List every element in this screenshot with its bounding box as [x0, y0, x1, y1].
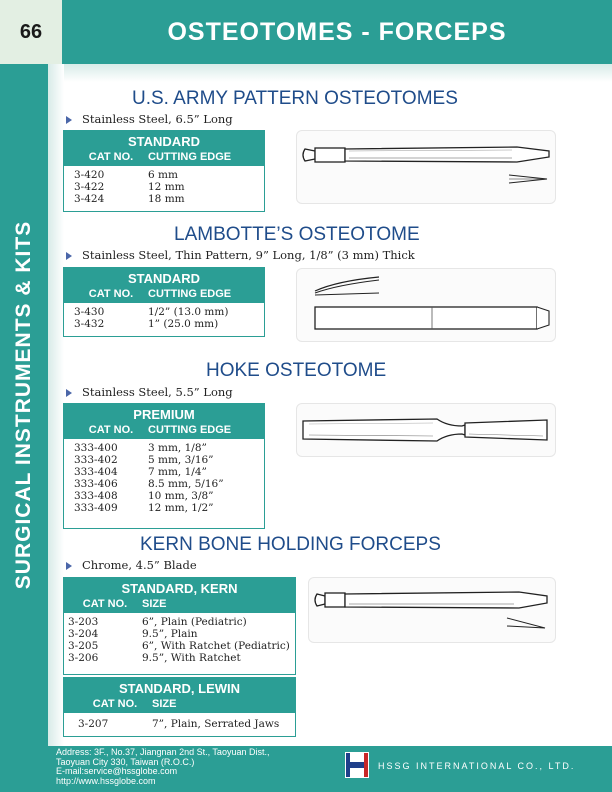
page-number: 66: [0, 0, 62, 64]
table-heading: PREMIUM: [133, 407, 195, 422]
footer-website[interactable]: http://www.hssglobe.com: [56, 775, 156, 786]
col-header-cat-no: CAT NO.: [82, 598, 128, 610]
table-row: 333-406 8.5 mm, 5/16”: [74, 478, 224, 490]
table-row: 3-422 12 mm: [74, 181, 185, 193]
col-header-size: SIZE: [152, 698, 177, 710]
table-lambotte-standard: [63, 267, 265, 337]
bullet-icon: [66, 389, 72, 397]
company-logo: [345, 752, 369, 778]
table-row: 3-205 6”, With Ratchet (Pediatric): [68, 640, 290, 652]
table-row: 3-424 18 mm: [74, 193, 185, 205]
forceps-kern-illustration: [308, 577, 556, 643]
osteotome-lambotte-illustration: [296, 268, 556, 342]
table-row: 333-409 12 mm, 1/2”: [74, 502, 214, 514]
header-shadow: [62, 64, 612, 82]
section-title-hoke: HOKE OSTEOTOME: [206, 360, 387, 381]
section-title-kern: KERN BONE HOLDING FORCEPS: [140, 534, 441, 555]
bullet-icon: [66, 252, 72, 260]
table-row: 3-207 7”, Plain, Serrated Jaws: [78, 718, 280, 730]
bullet-icon: [66, 562, 72, 570]
table-row: 3-206 9.5”, With Ratchet: [68, 652, 241, 664]
col-header-cat-no: CAT NO.: [88, 288, 134, 300]
side-title: SURGICAL INSTRUMENTS & KITS: [12, 220, 35, 590]
section-desc-hoke: Stainless Steel, 5.5” Long: [66, 385, 233, 399]
section-desc-kern: Chrome, 4.5” Blade: [66, 558, 197, 572]
table-row: 333-402 5 mm, 3/16”: [74, 454, 214, 466]
table-row: 3-203 6”, Plain (Pediatric): [68, 616, 247, 628]
col-header-cat-no: CAT NO.: [88, 151, 134, 163]
table-row: 333-408 10 mm, 3/8”: [74, 490, 214, 502]
table-hoke-premium: [63, 403, 265, 529]
table-kern-standard: [63, 577, 296, 675]
col-header-cutting-edge: CUTTING EDGE: [148, 288, 232, 300]
col-header-size: SIZE: [142, 598, 167, 610]
table-kern-lewin: [63, 677, 296, 737]
col-header-cutting-edge: CUTTING EDGE: [148, 151, 232, 163]
table-row: 3-420 6 mm: [74, 169, 178, 181]
table-heading: STANDARD, LEWIN: [118, 681, 241, 696]
col-header-cutting-edge: CUTTING EDGE: [148, 424, 232, 436]
side-gradient: [48, 64, 64, 746]
section-desc-lambotte: Stainless Steel, Thin Pattern, 9” Long, 1/8” (3 mm) Thick: [66, 248, 415, 262]
table-heading: STANDARD: [128, 134, 200, 149]
col-header-cat-no: CAT NO.: [88, 424, 134, 436]
col-header-cat-no: CAT NO.: [92, 698, 138, 710]
section-title-lambotte: LAMBOTTE’S OSTEOTOME: [174, 224, 420, 245]
table-row: 3-432 1” (25.0 mm): [74, 318, 219, 330]
table-row: 333-400 3 mm, 1/8”: [74, 442, 207, 454]
table-row: 3-204 9.5”, Plain: [68, 628, 198, 640]
bullet-icon: [66, 116, 72, 124]
table-row: 3-430 1/2” (13.0 mm): [74, 306, 229, 318]
footer-address: Address: 3F., No.37, Jiangnan 2nd St., Taoyuan Dist., Taoyuan City 330, Taiwan (R.O.C.) E-mail:service@hssglobe.com http://www.hssglobe.com: [56, 747, 270, 786]
footer-company-name: HSSG INTERNATIONAL CO., LTD.: [378, 761, 576, 771]
page-title: OSTEOTOMES - FORCEPS: [167, 17, 507, 46]
footer-email[interactable]: E-mail:service@hssglobe.com: [56, 766, 178, 777]
section-title-army: U.S. ARMY PATTERN OSTEOTOMES: [132, 88, 458, 109]
table-army-standard: [63, 130, 265, 212]
osteotome-hoke-illustration: [296, 403, 556, 457]
section-desc-army: Stainless Steel, 6.5” Long: [66, 112, 233, 126]
table-row: 333-404 7 mm, 1/4”: [74, 466, 207, 478]
header-bar: [62, 0, 612, 64]
osteotome-army-illustration: [296, 130, 556, 204]
table-heading: STANDARD, KERN: [121, 581, 238, 596]
table-heading: STANDARD: [128, 271, 200, 286]
